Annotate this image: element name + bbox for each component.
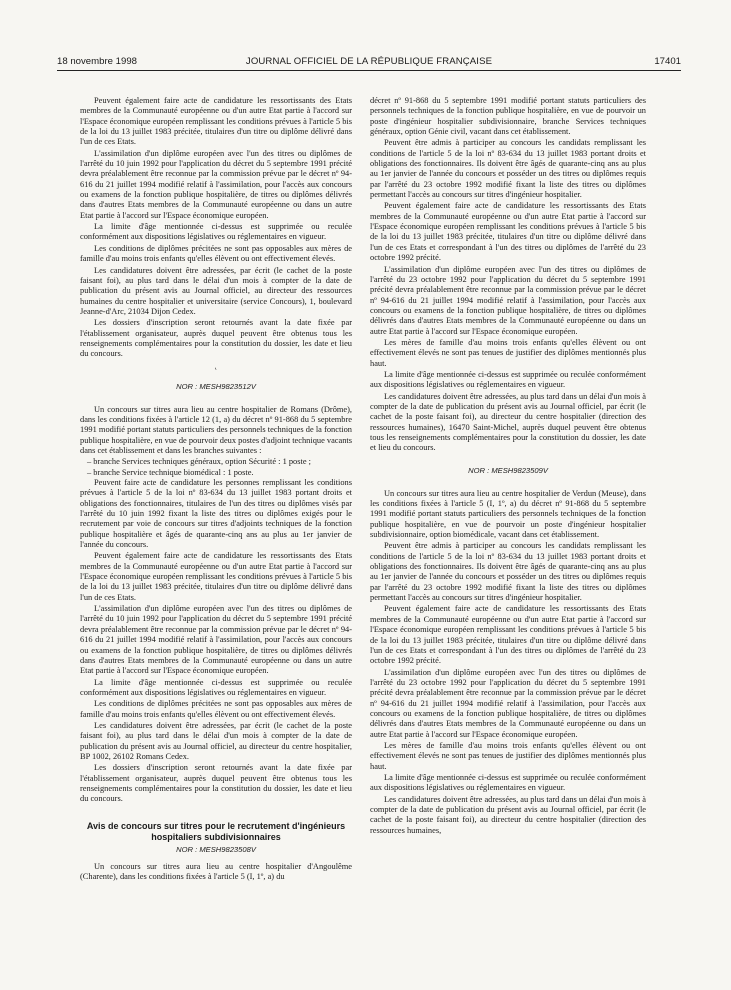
nor-reference bbox=[80, 845, 352, 854]
paragraph: Un concours sur titres aura lieu au centre hospitalier d'Angoulême (Charente), dans les conditions fixées à l'article 5 (I, 1º, a) du bbox=[80, 861, 352, 881]
left-column bbox=[80, 96, 352, 986]
paragraph: La limite d'âge mentionnée ci-dessus est supprimée ou reculée conformément aux dispositions législatives ou réglementaires en vigueur. bbox=[370, 772, 646, 793]
paragraph: décret nº 91-868 du 5 septembre 1991 modifié portant statuts particuliers des personnels techniques de la fonction publique hospitalière, en vue de pourvoir un poste d'ingénieur hospitalier subdivisionnaire, branche Services techniques généraux, option Génie civil, vacant dans cet établissement. bbox=[370, 96, 646, 137]
paragraph: La limite d'âge mentionnée ci-dessus est supprimée ou reculée conformément aux dispositions législatives ou réglementaires en vigueur. bbox=[80, 677, 352, 697]
right-column bbox=[370, 96, 646, 986]
header-rule bbox=[57, 70, 681, 71]
list-item: – branche Services techniques généraux, option Sécurité : 1 poste ; bbox=[87, 457, 311, 467]
paragraph: Les dossiers d'inscription seront retournés avant la date fixée par l'établissement organisateur, auprès duquel peuvent être obtenus tous les renseignements complémentaires pour la constitution du dossier, les date et lieu du concours. bbox=[80, 318, 352, 359]
paragraph: Peuvent également faire acte de candidature les ressortissants des Etats membres de la Communauté européenne ou d'un autre Etat partie à l'accord sur l'Espace économique européen remplissant les conditions prévues à l'article 5 bis de la loi du 13 juillet 1983 précitée, titulaires d'un titre ou diplôme délivré dans l'un de ces Etats et correspondant à l'un des titres ou diplômes de l'arrêté du 23 octobre 1992 précité. bbox=[370, 604, 646, 666]
nor-reference bbox=[370, 466, 646, 475]
paragraph: Un concours sur titres aura lieu au centre hospitalier de Romans (Drôme), dans les conditions fixées à l'article 12 (1, a) du décret nº 91-868 du 5 septembre 1991 modifié portant statuts particuliers des personnels techniques de la fonction publique hospitalière, en vue de pourvoir deux postes d'adjoint technique vacants dans cet établissement et dans les branches suivantes : bbox=[80, 404, 352, 455]
nor-code: NOR : MESH9823512V bbox=[176, 381, 256, 391]
paragraph: Peuvent être admis à participer au concours les candidats remplissant les conditions de l'article 5 de la loi nº 83-634 du 13 juillet 1983 portant droits et obligations des fonctionnaires. Ils doivent être âgés de quarante-cinq ans au plus au 1er janvier de l'année du concours et posséder un des titres ou diplômes requis par l'arrêté du 23 octobre 1992 modifié fixant la liste des titres ou diplômes permettant l'accès au concours sur titres d'ingénieur hospitalier. bbox=[370, 138, 646, 200]
paragraph: Les candidatures doivent être adressées, par écrit (le cachet de la poste faisant foi), au plus tard dans le délai d'un mois à compter de la date de publication du présent avis au Journal officiel, au directeur du centre hospitalier, BP 1002, 26102 Romans Cedex. bbox=[80, 720, 352, 761]
paragraph: Peuvent faire acte de candidature les personnes remplissant les conditions prévues à l'article 5 de la loi nº 83-634 du 13 juillet 1983 portant droits et obligations des fonctionnaires, titulaires de l'un des titres ou diplômes visés par l'arrêté du 10 juin 1992 fixant la liste des titres ou diplômes exigés pour le recrutement par voie de concours sur titres d'adjoints techniques de la fonction publique hospitalière et âgés de quarante-cinq ans au plus au 1er janvier de l'année du concours. bbox=[80, 478, 352, 550]
paragraph: Les candidatures doivent être adressées, au plus tard dans un délai d'un mois à compter de la date de publication du présent avis au Journal officiel, par écrit (le cachet de la poste faisant foi), au directeur du centre hospitalier (direction des ressources humaines), 16470 Saint-Michel, auprès duquel peuvent être obtenus tous les renseignements complémentaires pour la constitution du dossier, les date et lieu du concours. bbox=[370, 391, 646, 453]
paragraph: Les conditions de diplômes précitées ne sont pas opposables aux mères de famille d'au moins trois enfants qu'elles élèvent ou ont effectivement élevés. bbox=[80, 699, 352, 719]
nor-reference bbox=[80, 382, 352, 391]
paragraph: Les mères de famille d'au moins trois enfants qu'elles élèvent ou ont effectivement élevés ne sont pas tenues de justifier des diplômes mentionnés plus haut. bbox=[370, 337, 646, 368]
nor-code: NOR : MESH9823508V bbox=[176, 844, 256, 854]
paragraph: Les conditions de diplômes précitées ne sont pas opposables aux mères de famille d'au moins trois enfants qu'elles élèvent ou ont effectivement élevés. bbox=[80, 243, 352, 264]
header-date: 18 novembre 1998 bbox=[57, 56, 138, 67]
paragraph: Les candidatures doivent être adressées, par écrit (le cachet de la poste faisant foi), au plus tard dans le délai d'un mois à compter de la date de publication du présent avis au Journal officiel, au directeur des ressources humaines du centre hospitalier et universitaire (service Concours), 1, boulevard Jeanne-d'Arc, 21034 Dijon Cedex. bbox=[80, 265, 352, 316]
paragraph: Peuvent également faire acte de candidature les ressortissants des Etats membres de la Communauté européenne ou d'un autre Etat partie à l'accord sur l'Espace économique européen remplissant les conditions prévues à l'article 5 bis de la loi du 13 juillet 1983 précitée, titulaires d'un titre ou diplôme délivré dans l'un de ces Etats. bbox=[80, 551, 352, 602]
paragraph: Les dossiers d'inscription seront retournés avant la date fixée par l'établissement organisateur, auprès duquel peuvent être obtenus tous les renseignements complémentaires pour la constitution du dossier, les date et lieu du concours. bbox=[80, 763, 352, 804]
paragraph: Les mères de famille d'au moins trois enfants qu'elles élèvent ou ont effectivement élevés ne sont pas tenues de justifier des diplômes mentionnés plus haut. bbox=[370, 740, 646, 771]
paragraph: Peuvent être admis à participer au concours les candidats remplissant les conditions de l'article 5 de la loi nº 83-634 du 13 juillet 1983 portant droits et obligations des fonctionnaires. Ils doivent être âgés de quarante-cinq ans au plus au 1er janvier de l'année du concours et posséder un des titres ou diplômes requis par l'arrêté du 23 octobre 1992 modifié fixant la liste des titres ou diplômes permettant l'accès au concours sur titres d'ingénieur hospitalier. bbox=[370, 541, 646, 603]
paragraph: L'assimilation d'un diplôme européen avec l'un des titres ou diplômes de l'arrêté du 10 juin 1992 pour l'application du décret du 5 septembre 1991 précité devra préalablement être reconnue par la commission prévue par le décret nº 94-616 du 21 juillet 1994 modifié relatif à l'assimilation, pour l'accès aux concours ou examens de la fonction publique hospitalière, de titres ou diplômes délivrés dans d'autres Etats membres de la Communauté européenne ou dans un autre Etat partie à l'accord sur l'Espace économique européen. bbox=[80, 148, 352, 220]
paragraph: La limite d'âge mentionnée ci-dessus est supprimée ou reculée conformément aux dispositions législatives ou réglementaires en vigueur. bbox=[80, 222, 352, 242]
paragraph: Peuvent également faire acte de candidature les ressortissants des Etats membres de la Communauté européenne ou d'un autre Etat partie à l'accord sur l'Espace économique européen remplissant les conditions prévues à l'article 5 bis de la loi du 13 juillet 1983 précitée, titulaires d'un titre ou diplôme délivré dans l'un de ces Etats. bbox=[80, 96, 352, 147]
paragraph: Peuvent également faire acte de candidature les ressortissants des Etats membres de la Communauté européenne ou d'un autre Etat partie à l'accord sur l'Espace économique européen remplissant les conditions prévues à l'article 5 bis de la loi du 13 juillet 1983 précitée, titulaires d'un titre ou diplôme délivré dans l'un de ces Etats et correspondant à l'un des titres ou diplômes de l'arrêté du 23 octobre 1992 précité. bbox=[370, 201, 646, 263]
paragraph: Un concours sur titres aura lieu au centre hospitalier de Verdun (Meuse), dans les conditions fixées à l'article 5 (I, 1º, a) du décret nº 91-868 du 5 septembre 1991 modifié portant statuts particuliers des personnels techniques de la fonction publique hospitalière, en vue de pourvoir un poste d'ingénieur hospitalier subdivisionnaire, option biomédicale, vacant dans cet établissement. bbox=[370, 488, 646, 540]
paragraph: L'assimilation d'un diplôme européen avec l'un des titres ou diplômes de l'arrêté du 23 octobre 1992 pour l'application du décret du 5 septembre 1991 précité devra préalablement être reconnue par la commission prévue par le décret nº 94-616 du 21 juillet 1994 modifié relatif à l'assimilation, pour l'accès aux concours ou examens de la fonction publique hospitalière, de titres ou diplômes délivrés dans d'autres Etats membres de la Communauté européenne ou dans un autre Etat partie à l'accord sur l'Espace économique européen. bbox=[370, 667, 646, 739]
page-header bbox=[57, 56, 681, 69]
header-journal-title: JOURNAL OFFICIEL DE LA RÉPUBLIQUE FRANÇAISE bbox=[245, 56, 493, 67]
list-item: – branche Service technique biomédical : 1 poste. bbox=[87, 467, 254, 477]
paragraph: L'assimilation d'un diplôme européen avec l'un des titres ou diplômes de l'arrêté du 10 juin 1992 pour l'application du décret du 5 septembre 1991 précité devra préalablement être reconnue par la commission prévue par le décret nº 94-616 du 21 juillet 1994 modifié relatif à l'assimilation, pour l'accès aux concours ou examens de la fonction publique hospitalière, de titres ou diplômes délivrés dans d'autres Etats membres de la Communauté européenne ou dans un autre Etat partie à l'accord sur l'Espace économique européen. bbox=[80, 604, 352, 676]
paragraph: Les candidatures doivent être adressées, au plus tard dans un délai d'un mois à compter de la date de publication du présent avis au Journal officiel, par écrit (le cachet de la poste faisant foi), au directeur du centre hospitalier (direction des ressources humaines, bbox=[370, 794, 646, 835]
paragraph: La limite d'âge mentionnée ci-dessus est supprimée ou reculée conformément aux dispositions législatives ou réglementaires en vigueur. bbox=[370, 369, 646, 390]
paragraph: L'assimilation d'un diplôme européen avec l'un des titres ou diplômes de l'arrêté du 23 octobre 1992 pour l'application du décret du 5 septembre 1991 précité devra préalablement être reconnue par la commission prévue par le décret nº 94-616 du 21 juillet 1994 modifié relatif à l'assimilation, pour l'accès aux concours ou examens de la fonction publique hospitalière, de titres ou diplômes délivrés dans d'autres Etats membres de la Communauté européenne ou dans un autre Etat partie à l'accord sur l'Espace économique européen. bbox=[370, 264, 646, 336]
separator-mark: ˛ bbox=[214, 360, 218, 370]
header-page-number: 17401 bbox=[654, 56, 681, 67]
section-heading: Avis de concours sur titres pour le recrutement d'ingénieurs hospitaliers subdivisionnaires bbox=[86, 820, 346, 842]
nor-code: NOR : MESH9823509V bbox=[468, 465, 548, 475]
